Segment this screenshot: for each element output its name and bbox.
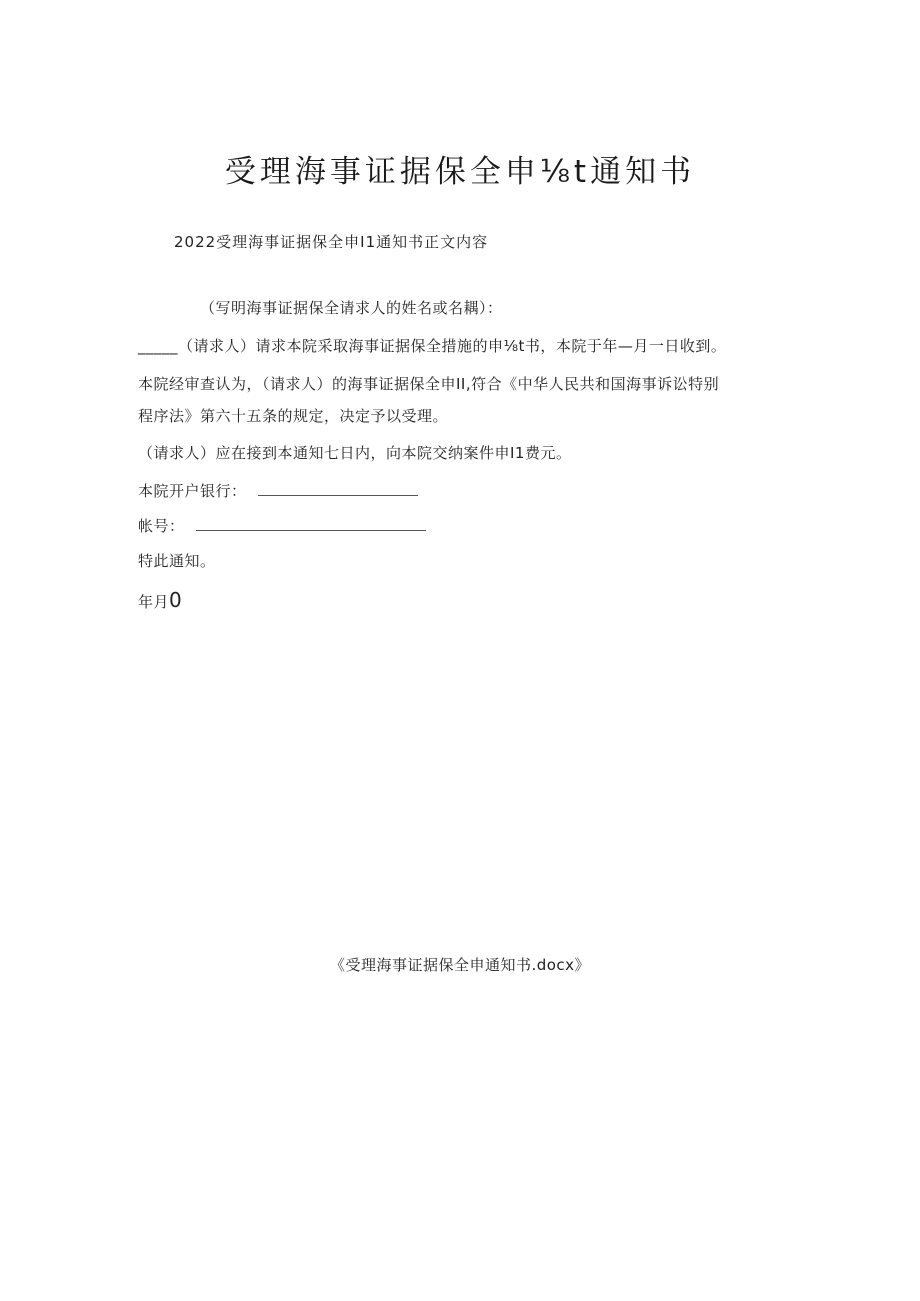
requester-blank: _____ bbox=[138, 337, 178, 355]
paragraph-receipt-text: （请求人）请求本院采取海事证据保全措施的申⅛t书，本院于年—月一日收到。 bbox=[178, 337, 727, 355]
date-text: 年月 bbox=[138, 593, 170, 611]
account-line bbox=[138, 516, 426, 536]
bank-label: 本院开户银行： bbox=[138, 482, 247, 500]
date-mark: 0 bbox=[169, 588, 183, 612]
account-blank bbox=[196, 516, 426, 531]
account-label: 帐号： bbox=[138, 517, 185, 535]
document-subtitle: 2022受理海事证据保全申I1通知书正文内容 bbox=[174, 233, 489, 251]
document-title: 受理海事证据保全申⅛t通知书 bbox=[224, 154, 696, 190]
date-line bbox=[138, 590, 182, 612]
bank-blank bbox=[258, 481, 418, 496]
paragraph-receipt bbox=[138, 336, 726, 356]
paragraph-fee: （请求人）应在接到本通知七日内，向本院交纳案件申I1费元。 bbox=[138, 444, 572, 462]
paragraph-review-line1: 本院经审查认为，（请求人）的海事证据保全申II,符合《中华人民共和国海事诉讼特别 bbox=[138, 375, 720, 393]
footer-filename: 《受理海事证据保全申通知书.docx》 bbox=[329, 956, 591, 974]
salutation: （写明海事证据保全请求人的姓名或名耦）： bbox=[200, 299, 503, 317]
closing: 特此通知。 bbox=[138, 552, 216, 570]
bank-line bbox=[138, 481, 418, 501]
paragraph-review-line2: 程序法》第六十五条的规定，决定予以受理。 bbox=[138, 407, 449, 425]
